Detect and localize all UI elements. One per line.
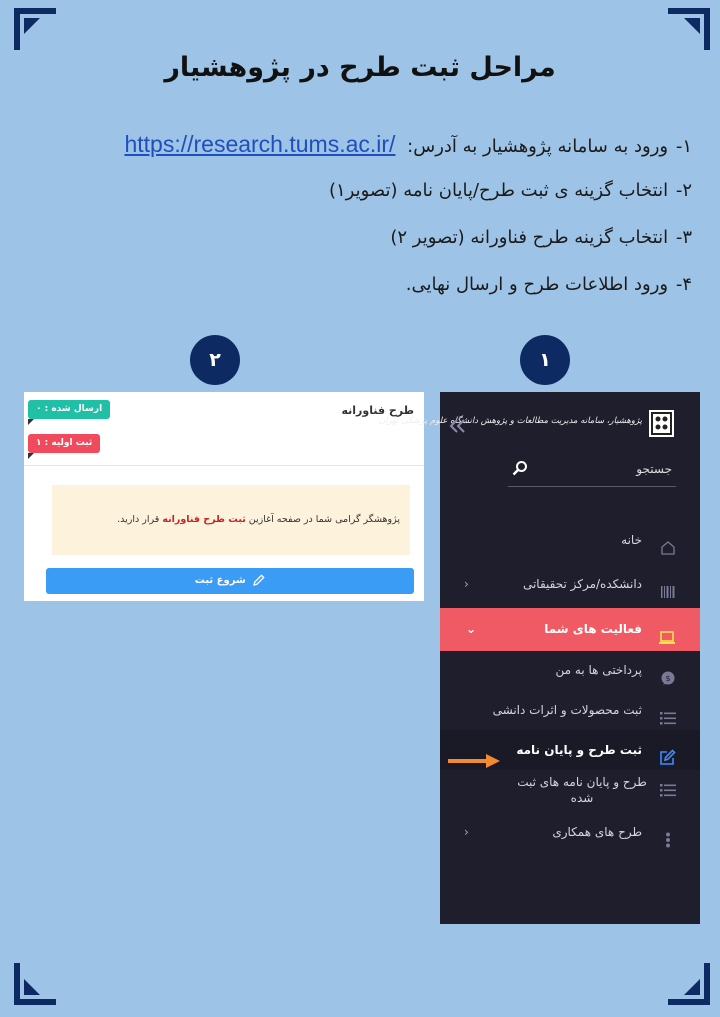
corner-ornament-top-right	[668, 8, 708, 48]
page-title: مراحل ثبت طرح در پژوهشیار	[164, 52, 556, 83]
corner-ornament-top-left	[14, 8, 54, 48]
collapse-sidebar-icon[interactable]	[450, 418, 468, 437]
sidebar-item-label: خانه	[621, 533, 642, 547]
step-text: ورود به سامانه پژوهشیار به آدرس:	[407, 136, 669, 157]
step-number: ۳-	[675, 227, 692, 248]
sidebar-item-products[interactable]	[440, 690, 700, 730]
info-notice	[52, 485, 410, 555]
list-icon	[660, 702, 676, 718]
chevron-down-icon: ⌄	[466, 622, 477, 636]
sidebar-item-home[interactable]	[440, 520, 700, 560]
sidebar-item-activities[interactable]	[440, 608, 700, 651]
screenshot-sidebar	[379, 392, 700, 924]
university-logo	[649, 410, 674, 437]
step-3	[60, 218, 692, 265]
tag-fold	[28, 419, 34, 425]
sidebar-item-label: پرداختی ها به من	[555, 663, 642, 677]
barcode-icon	[660, 576, 676, 592]
figure-badge-1: ۱	[520, 335, 570, 385]
sidebar-item-label: فعالیت های شما	[544, 622, 642, 636]
tag-fold	[28, 453, 34, 459]
step-text: انتخاب گزینه ی ثبت طرح/پایان نامه (تصویر۱)	[328, 180, 669, 201]
step-number: ۴-	[675, 274, 692, 295]
notice-highlight: ثبت طرح فناورانه	[162, 514, 246, 525]
panel-header: طرح فناورانه	[341, 404, 414, 417]
search-icon[interactable]	[512, 460, 528, 480]
step-text: انتخاب گزینه طرح فناورانه (تصویر ۲)	[390, 227, 669, 248]
more-vertical-icon	[660, 824, 676, 840]
initial-count-badge[interactable]: ثبت اولیه : ۱	[28, 434, 100, 453]
sidebar-header	[379, 392, 700, 440]
notice-text-end: قرار دارید.	[117, 514, 163, 525]
sidebar-item-registered-theses[interactable]	[440, 770, 700, 814]
app-name: پژوهشیار، سامانه مدیریت مطالعات و پژوهش دانشگاه علوم پزشکی تهران	[379, 416, 642, 426]
screenshot-tech-plan	[24, 392, 424, 601]
start-registration-label: شروع ثبت	[194, 575, 246, 586]
step-number: ۱-	[675, 136, 692, 157]
chevron-left-icon: ‹	[464, 577, 469, 591]
sidebar-search[interactable]	[508, 454, 676, 487]
home-icon	[660, 532, 676, 548]
figure-badge-2: ۲	[190, 335, 240, 385]
laptop-icon	[660, 621, 676, 637]
divider	[24, 465, 424, 466]
list-icon	[660, 782, 676, 798]
step-2	[60, 171, 692, 218]
corner-ornament-bottom-right	[668, 963, 708, 1003]
sent-count-badge[interactable]: ارسال شده : ۰	[28, 400, 110, 419]
sidebar-item-label: طرح و پایان نامه های ثبت شده	[517, 775, 647, 805]
sidebar-item-label: ثبت طرح و پایان نامه	[516, 743, 642, 757]
svg-text:$: $	[665, 674, 671, 683]
sidebar-item-label: دانشکده/مرکز تحقیقاتی	[522, 577, 642, 591]
pencil-icon	[253, 574, 265, 586]
notice-text: پژوهشگر گرامی شما در صفحه آغازین	[245, 514, 400, 525]
sidebar-item-cooperation[interactable]	[440, 812, 700, 852]
edit-icon	[660, 742, 676, 758]
step-number: ۲-	[675, 180, 692, 201]
chevron-left-icon: ‹	[464, 825, 469, 839]
sidebar-item-label: ثبت محصولات و اثرات دانشی	[492, 703, 642, 717]
steps-list	[60, 124, 692, 312]
step-1	[60, 124, 692, 171]
step-text: ورود اطلاعات طرح و ارسال نهایی.	[405, 274, 669, 295]
payment-icon	[660, 662, 676, 683]
sidebar-item-payments[interactable]	[440, 650, 700, 690]
sidebar-item-label: طرح های همکاری	[552, 825, 642, 839]
corner-ornament-bottom-left	[14, 963, 54, 1003]
sidebar-item-faculty[interactable]	[440, 564, 700, 604]
start-registration-button[interactable]	[46, 568, 414, 594]
step-4	[60, 265, 692, 312]
research-site-link[interactable]: https://research.tums.ac.ir/	[124, 131, 396, 157]
sidebar-item-register-thesis[interactable]	[440, 730, 700, 770]
search-placeholder: جستجو	[636, 462, 672, 476]
